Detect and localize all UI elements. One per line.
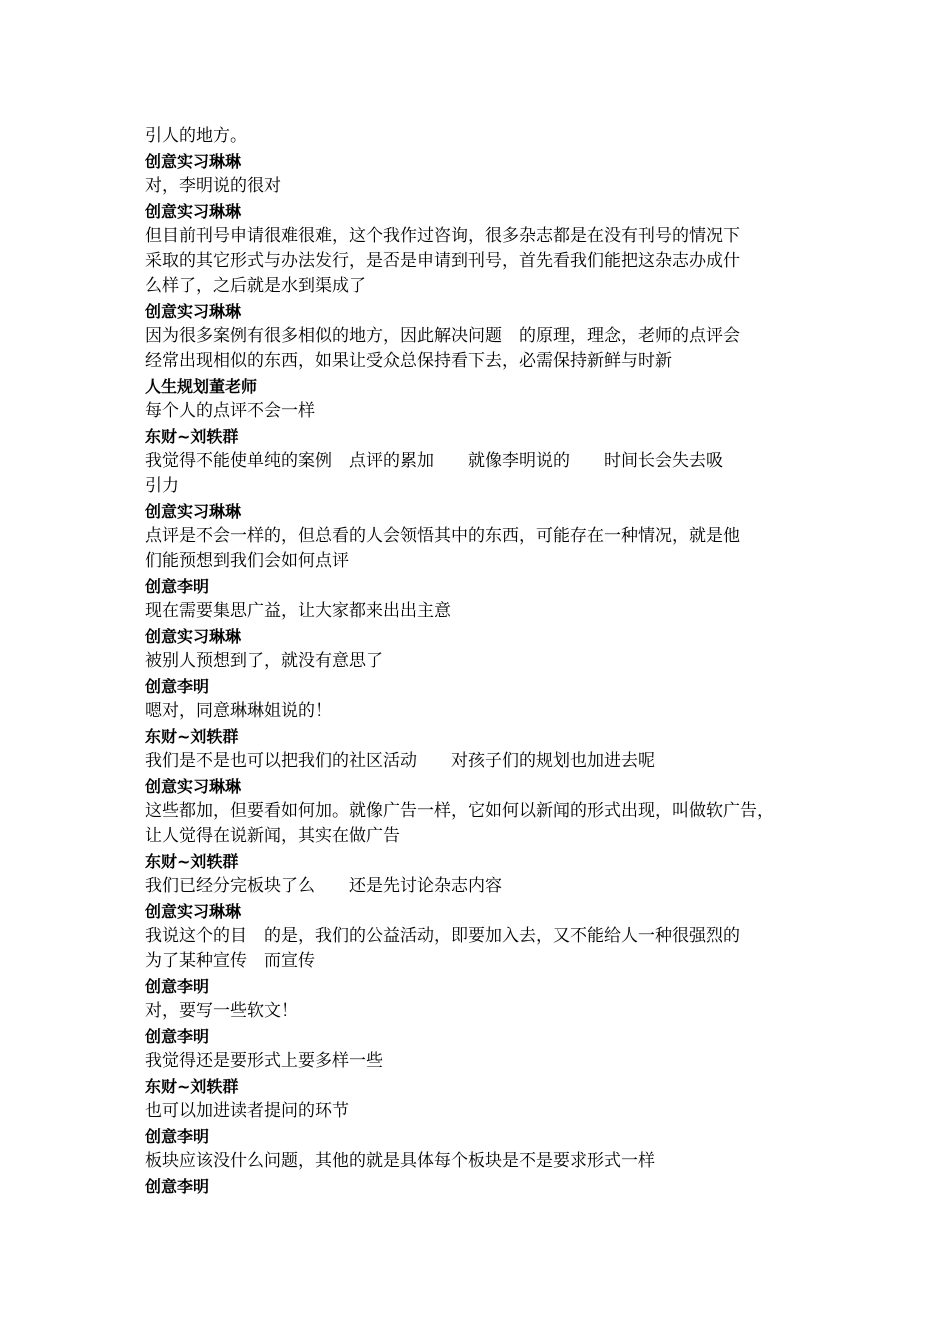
- message-text: 我们是不是也可以把我们的社区活动 对孩子们的规划也加进去呢: [145, 751, 655, 771]
- message-text: 对，要写一些软文！: [145, 1001, 298, 1021]
- speaker-name: 创意李明: [145, 577, 210, 596]
- speaker-name: 创意实习琳琳: [145, 902, 242, 921]
- speaker-name: 创意李明: [145, 1127, 210, 1146]
- message-text: 经常出现相似的东西，如果让受众总保持看下去，必需保持新鲜与时新: [145, 351, 672, 371]
- speaker-name: 人生规划董老师: [145, 377, 258, 396]
- message-text: 因为很多案例有很多相似的地方，因此解决问题 的原理，理念，老师的点评会: [145, 326, 740, 346]
- chat-transcript: [145, 124, 835, 1199]
- speaker-name: 东财~刘轶群: [145, 427, 239, 446]
- speaker-name: 创意实习琳琳: [145, 777, 242, 796]
- speaker-name: 创意李明: [145, 1177, 210, 1196]
- speaker-name: 创意实习琳琳: [145, 627, 242, 646]
- message-text: 采取的其它形式与办法发行，是否是申请到刊号，首先看我们能把这杂志办成什: [145, 251, 740, 271]
- speaker-name: 创意李明: [145, 677, 210, 696]
- message-text: 为了某种宣传 而宣传: [145, 951, 315, 971]
- message-text: 也可以加进读者提问的环节: [145, 1101, 349, 1121]
- message-text: 现在需要集思广益，让大家都来出出主意: [145, 601, 451, 621]
- message-text: 嗯对，同意琳琳姐说的！: [145, 701, 332, 721]
- speaker-name: 创意实习琳琳: [145, 152, 242, 171]
- message-text: 点评是不会一样的，但总看的人会领悟其中的东西，可能存在一种情况，就是他: [145, 526, 740, 546]
- message-text: 我觉得还是要形式上要多样一些: [145, 1051, 383, 1071]
- speaker-name: 东财~刘轶群: [145, 852, 239, 871]
- message-text: 我说这个的目 的是，我们的公益活动，即要加入去，又不能给人一种很强烈的: [145, 926, 740, 946]
- message-text: 被别人预想到了，就没有意思了: [145, 651, 383, 671]
- message-text: 们能预想到我们会如何点评: [145, 551, 349, 571]
- message-text: 么样了，之后就是水到渠成了: [145, 276, 366, 296]
- speaker-name: 东财~刘轶群: [145, 727, 239, 746]
- message-text: 引力: [145, 476, 179, 496]
- message-text: 板块应该没什么问题，其他的就是具体每个板块是不是要求形式一样: [145, 1151, 655, 1171]
- speaker-name: 创意李明: [145, 1027, 210, 1046]
- message-text: 但目前刊号申请很难很难，这个我作过咨询，很多杂志都是在没有刊号的情况下: [145, 226, 740, 246]
- message-text: 我觉得不能使单纯的案例 点评的累加 就像李明说的 时间长会失去吸: [145, 451, 723, 471]
- speaker-name: 创意李明: [145, 977, 210, 996]
- speaker-name: 创意实习琳琳: [145, 302, 242, 321]
- message-text: 引人的地方。: [145, 126, 247, 146]
- message-text: 我们已经分完板块了么 还是先讨论杂志内容: [145, 876, 502, 896]
- speaker-name: 创意实习琳琳: [145, 202, 242, 221]
- speaker-name: 创意实习琳琳: [145, 502, 242, 521]
- message-text: 这些都加，但要看如何加。就像广告一样，它如何以新闻的形式出现，叫做软广告，: [145, 801, 774, 821]
- message-text: 让人觉得在说新闻，其实在做广告: [145, 826, 400, 846]
- speaker-name: 东财~刘轶群: [145, 1077, 239, 1096]
- message-text: 对，李明说的很对: [145, 176, 281, 196]
- message-text: 每个人的点评不会一样: [145, 401, 315, 421]
